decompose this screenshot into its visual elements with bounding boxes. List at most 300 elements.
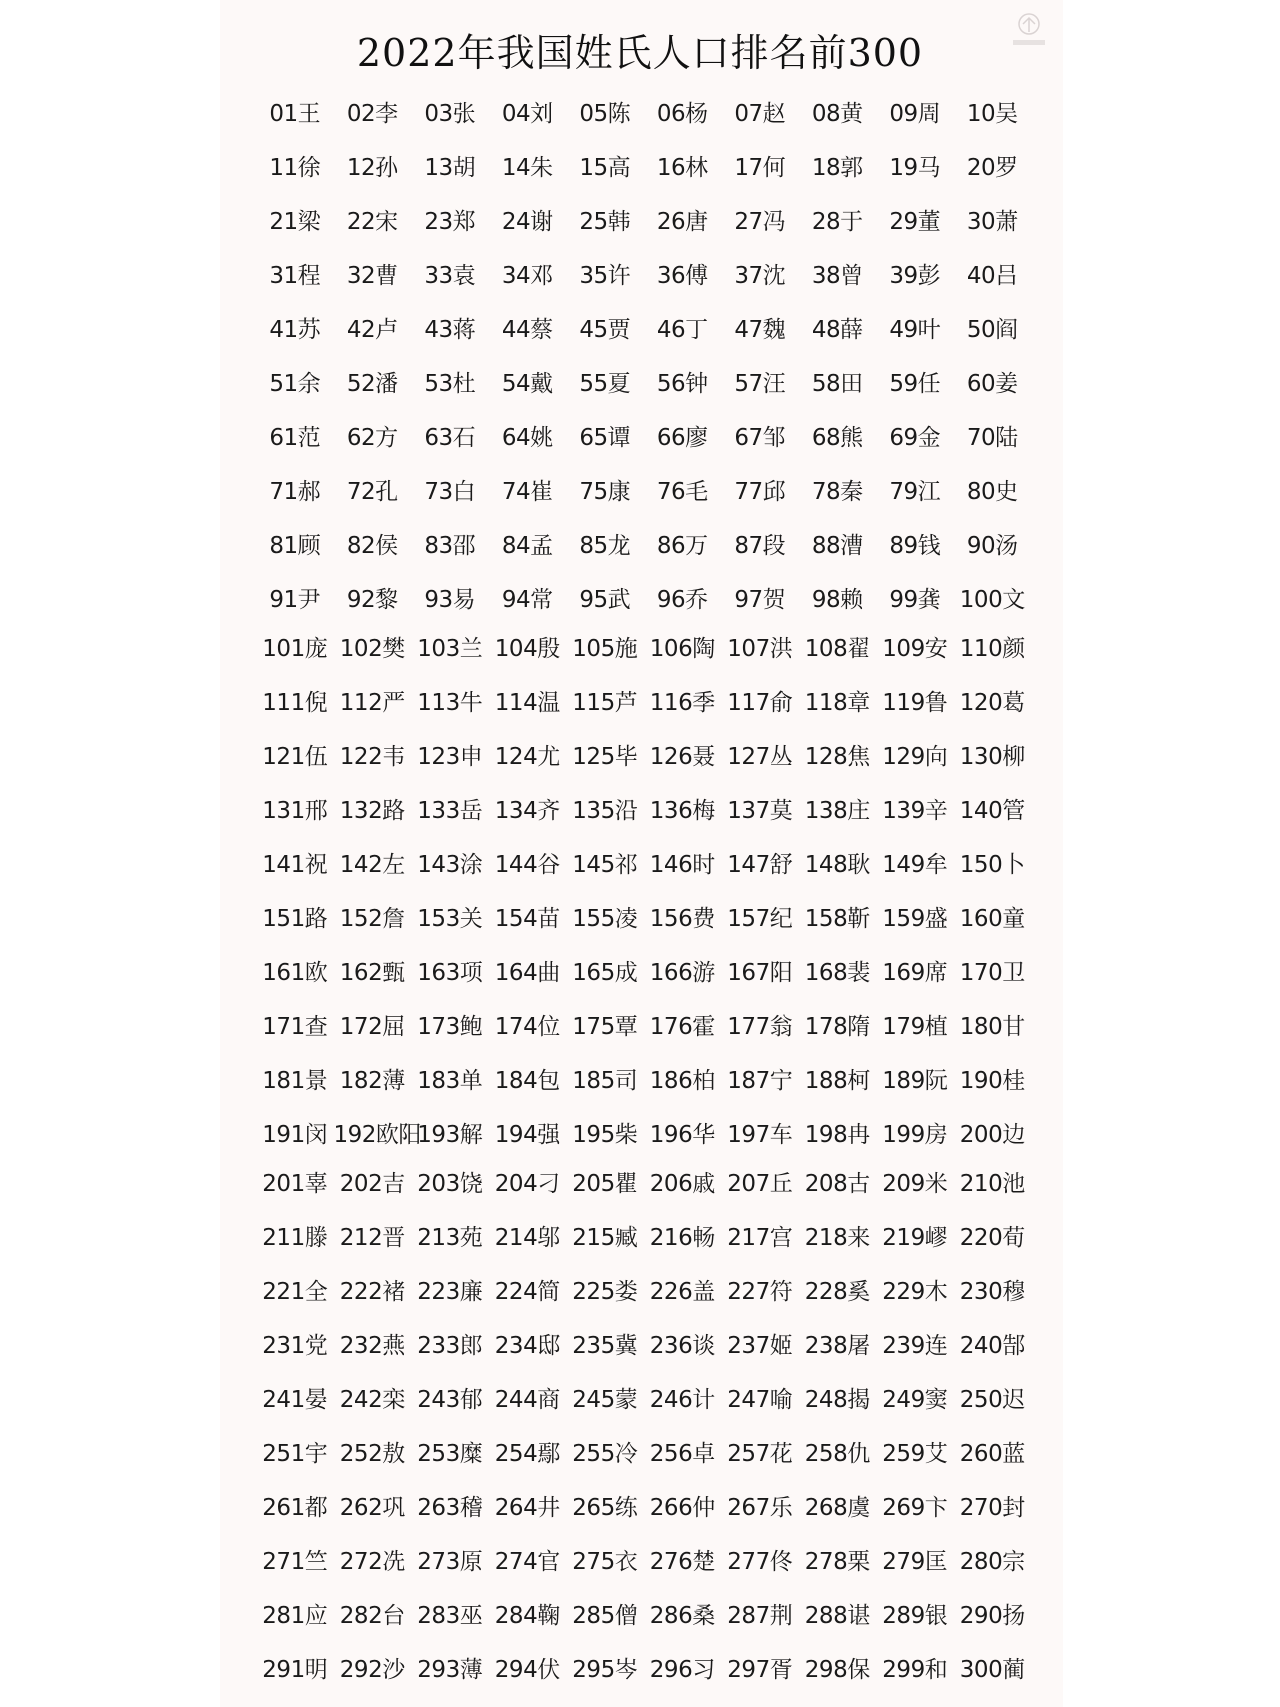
surname-entry: 46丁 [656, 317, 708, 343]
surname-entry: 40吕 [966, 263, 1018, 289]
surname-entry: 298保 [804, 1657, 870, 1683]
surname-entry: 224简 [494, 1279, 560, 1305]
surname-entry: 287荆 [727, 1603, 793, 1629]
surname-entry: 230穆 [959, 1279, 1025, 1305]
surname-entry: 96乔 [656, 587, 708, 613]
surname-entry: 89钱 [889, 533, 941, 559]
table-row [256, 1655, 1031, 1685]
surname-entry: 80史 [966, 479, 1018, 505]
surname-entry: 155凌 [572, 906, 638, 932]
table-row [256, 634, 1031, 664]
table-row [256, 904, 1031, 934]
surname-entry: 41苏 [269, 317, 321, 343]
surname-entry: 156费 [649, 906, 715, 932]
surname-entry: 243郁 [417, 1387, 483, 1413]
surname-entry: 236谈 [649, 1333, 715, 1359]
table-row [256, 153, 1031, 183]
surname-entry: 188柯 [804, 1068, 870, 1094]
surname-entry: 280宗 [959, 1549, 1025, 1575]
table-row [256, 1601, 1031, 1631]
table-row [256, 1120, 1031, 1150]
surname-entry: 153关 [417, 906, 483, 932]
surname-entry: 261都 [262, 1495, 328, 1521]
surname-entry: 120葛 [959, 690, 1025, 716]
surname-entry: 31程 [269, 263, 321, 289]
surname-entry: 299和 [882, 1657, 948, 1683]
table-row [256, 261, 1031, 291]
surname-entry: 226盖 [649, 1279, 715, 1305]
surname-entry: 229木 [882, 1279, 948, 1305]
surname-entry: 57汪 [734, 371, 786, 397]
surname-entry: 54戴 [501, 371, 553, 397]
surname-entry: 18郭 [811, 155, 863, 181]
surname-entry: 212晋 [339, 1225, 405, 1251]
surname-entry: 265练 [572, 1495, 638, 1521]
surname-entry: 217宫 [727, 1225, 793, 1251]
surname-entry: 200边 [959, 1122, 1025, 1148]
surname-entry: 22宋 [346, 209, 398, 235]
surname-entry: 82侯 [346, 533, 398, 559]
table-row [256, 1547, 1031, 1577]
table-row [256, 99, 1031, 129]
surname-entry: 45贾 [579, 317, 631, 343]
surname-entry: 284鞠 [494, 1603, 560, 1629]
surname-entry: 102樊 [339, 636, 405, 662]
surname-entry: 35许 [579, 263, 631, 289]
table-row [256, 1012, 1031, 1042]
surname-entry: 101庞 [262, 636, 328, 662]
surname-entry: 207丘 [727, 1171, 793, 1197]
surname-entry: 210池 [959, 1171, 1025, 1197]
surname-entry: 110颜 [959, 636, 1025, 662]
surname-entry: 130柳 [959, 744, 1025, 770]
table-row [256, 742, 1031, 772]
surname-entry: 237姬 [727, 1333, 793, 1359]
surname-entry: 135沿 [572, 798, 638, 824]
surname-entry: 43蒋 [424, 317, 476, 343]
surname-entry: 166游 [649, 960, 715, 986]
surname-entry: 180甘 [959, 1014, 1025, 1040]
surname-entry: 163项 [417, 960, 483, 986]
surname-entry: 90汤 [966, 533, 1018, 559]
surname-entry: 61范 [269, 425, 321, 451]
surname-entry: 103兰 [417, 636, 483, 662]
surname-entry: 75康 [579, 479, 631, 505]
surname-entry: 112严 [339, 690, 405, 716]
surname-entry: 294伏 [494, 1657, 560, 1683]
surname-entry: 282台 [339, 1603, 405, 1629]
surname-entry: 201辜 [262, 1171, 328, 1197]
surname-entry: 286桑 [649, 1603, 715, 1629]
surname-entry: 140管 [959, 798, 1025, 824]
surname-entry: 240郜 [959, 1333, 1025, 1359]
table-row [256, 369, 1031, 399]
surname-entry: 165成 [572, 960, 638, 986]
surname-entry: 49叶 [889, 317, 941, 343]
surname-entry: 260蓝 [959, 1441, 1025, 1467]
surname-entry: 38曾 [811, 263, 863, 289]
table-row [256, 850, 1031, 880]
surname-entry: 42卢 [346, 317, 398, 343]
surname-entry: 124尤 [494, 744, 560, 770]
surname-entry: 77邱 [734, 479, 786, 505]
surname-entry: 295岑 [572, 1657, 638, 1683]
surname-entry: 76毛 [656, 479, 708, 505]
surname-entry: 264井 [494, 1495, 560, 1521]
surname-entry: 127丛 [727, 744, 793, 770]
table-row [256, 958, 1031, 988]
surname-entry: 113牛 [417, 690, 483, 716]
surname-entry: 227符 [727, 1279, 793, 1305]
surname-entry: 136梅 [649, 798, 715, 824]
surname-entry: 13胡 [424, 155, 476, 181]
surname-entry: 62方 [346, 425, 398, 451]
table-row [256, 1331, 1031, 1361]
surname-entry: 30萧 [966, 209, 1018, 235]
surname-entry: 126聂 [649, 744, 715, 770]
surname-entry: 84孟 [501, 533, 553, 559]
surname-entry: 242栾 [339, 1387, 405, 1413]
surname-entry: 94常 [501, 587, 553, 613]
surname-entry: 235冀 [572, 1333, 638, 1359]
surname-entry: 148耿 [804, 852, 870, 878]
surname-entry: 193解 [417, 1122, 483, 1148]
surname-entry: 149牟 [882, 852, 948, 878]
surname-entry: 71郝 [269, 479, 321, 505]
surname-entry: 143涂 [417, 852, 483, 878]
surname-entry: 255冷 [572, 1441, 638, 1467]
surname-entry: 172屈 [339, 1014, 405, 1040]
table-row [256, 1169, 1031, 1199]
surname-entry: 146时 [649, 852, 715, 878]
surname-entry: 95武 [579, 587, 631, 613]
surname-entry: 70陆 [966, 425, 1018, 451]
surname-entry: 246计 [649, 1387, 715, 1413]
surname-entry: 154苗 [494, 906, 560, 932]
surname-entry: 93易 [424, 587, 476, 613]
surname-entry: 92黎 [346, 587, 398, 613]
surname-entry: 66廖 [656, 425, 708, 451]
surname-entry: 290扬 [959, 1603, 1025, 1629]
surname-entry: 218来 [804, 1225, 870, 1251]
surname-entry: 202吉 [339, 1171, 405, 1197]
surname-entry: 34邓 [501, 263, 553, 289]
surname-entry: 44蔡 [501, 317, 553, 343]
surname-entry: 222褚 [339, 1279, 405, 1305]
surname-entry: 225娄 [572, 1279, 638, 1305]
surname-entry: 145祁 [572, 852, 638, 878]
surname-entry: 138庄 [804, 798, 870, 824]
surname-entry: 15高 [579, 155, 631, 181]
surname-entry: 204刁 [494, 1171, 560, 1197]
surname-entry: 245蒙 [572, 1387, 638, 1413]
surname-entry: 162甄 [339, 960, 405, 986]
surname-entry: 109安 [882, 636, 948, 662]
surname-entry: 134齐 [494, 798, 560, 824]
surname-entry: 115芦 [572, 690, 638, 716]
surname-entry: 159盛 [882, 906, 948, 932]
surname-entry: 86万 [656, 533, 708, 559]
table-row [256, 423, 1031, 453]
surname-entry: 186柏 [649, 1068, 715, 1094]
surname-entry: 55夏 [579, 371, 631, 397]
surname-entry: 196华 [649, 1122, 715, 1148]
surname-entry: 198冉 [804, 1122, 870, 1148]
surname-entry: 187宁 [727, 1068, 793, 1094]
surname-entry: 142左 [339, 852, 405, 878]
surname-entry: 150卜 [959, 852, 1025, 878]
surname-entry: 79江 [889, 479, 941, 505]
surname-entry: 56钟 [656, 371, 708, 397]
surname-entry: 253糜 [417, 1441, 483, 1467]
surname-entry: 65谭 [579, 425, 631, 451]
surname-entry: 228奚 [804, 1279, 870, 1305]
table-row [256, 1439, 1031, 1469]
surname-entry: 208古 [804, 1171, 870, 1197]
surname-entry: 52潘 [346, 371, 398, 397]
surname-entry: 272冼 [339, 1549, 405, 1575]
surname-entry: 221全 [262, 1279, 328, 1305]
surname-entry: 276楚 [649, 1549, 715, 1575]
surname-entry: 270封 [959, 1495, 1025, 1521]
surname-entry: 39彭 [889, 263, 941, 289]
surname-entry: 214邬 [494, 1225, 560, 1251]
surname-entry: 164曲 [494, 960, 560, 986]
surname-entry: 167阳 [727, 960, 793, 986]
surname-entry: 117俞 [727, 690, 793, 716]
surname-entry: 269卞 [882, 1495, 948, 1521]
surname-entry: 83邵 [424, 533, 476, 559]
surname-entry: 215臧 [572, 1225, 638, 1251]
surname-entry: 219嵺 [882, 1225, 948, 1251]
surname-entry: 04刘 [501, 101, 553, 127]
table-row [256, 1493, 1031, 1523]
surname-entry: 254鄢 [494, 1441, 560, 1467]
surname-entry: 29董 [889, 209, 941, 235]
table-row [256, 531, 1031, 561]
surname-entry: 74崔 [501, 479, 553, 505]
surname-entry: 170卫 [959, 960, 1025, 986]
surname-entry: 171查 [262, 1014, 328, 1040]
surname-entry: 213苑 [417, 1225, 483, 1251]
surname-entry: 60姜 [966, 371, 1018, 397]
page-title: 2022年我国姓氏人口排名前300 [356, 31, 924, 75]
surname-entry: 47魏 [734, 317, 786, 343]
surname-entry: 267乐 [727, 1495, 793, 1521]
surname-entry: 251宇 [262, 1441, 328, 1467]
surname-entry: 107洪 [727, 636, 793, 662]
surname-entry: 141祝 [262, 852, 328, 878]
surname-entry: 123申 [417, 744, 483, 770]
surname-entry: 177翁 [727, 1014, 793, 1040]
surname-entry: 20罗 [966, 155, 1018, 181]
surname-entry: 268虞 [804, 1495, 870, 1521]
surname-entry: 87段 [734, 533, 786, 559]
surname-entry: 11徐 [269, 155, 321, 181]
surname-entry: 288谌 [804, 1603, 870, 1629]
surname-entry: 14朱 [501, 155, 553, 181]
surname-entry: 232燕 [339, 1333, 405, 1359]
surname-entry: 178隋 [804, 1014, 870, 1040]
surname-entry: 100文 [959, 587, 1025, 613]
surname-entry: 297胥 [727, 1657, 793, 1683]
surname-entry: 131邢 [262, 798, 328, 824]
surname-entry: 197车 [727, 1122, 793, 1148]
surname-entry: 28于 [811, 209, 863, 235]
surname-entry: 125毕 [572, 744, 638, 770]
surname-entry: 118章 [804, 690, 870, 716]
surname-entry: 257花 [727, 1441, 793, 1467]
surname-entry: 114温 [494, 690, 560, 716]
surname-entry: 233郎 [417, 1333, 483, 1359]
surname-entry: 256卓 [649, 1441, 715, 1467]
surname-entry: 51余 [269, 371, 321, 397]
surname-entry: 249窦 [882, 1387, 948, 1413]
surname-entry: 128焦 [804, 744, 870, 770]
surname-entry: 21梁 [269, 209, 321, 235]
table-row [256, 477, 1031, 507]
table-row [256, 688, 1031, 718]
surname-entry: 194强 [494, 1122, 560, 1148]
surname-entry: 266仲 [649, 1495, 715, 1521]
surname-entry: 129向 [882, 744, 948, 770]
surname-entry: 275衣 [572, 1549, 638, 1575]
surname-entry: 85龙 [579, 533, 631, 559]
surname-entry: 289银 [882, 1603, 948, 1629]
surname-entry: 48薛 [811, 317, 863, 343]
surname-entry: 33袁 [424, 263, 476, 289]
surname-entry: 50阎 [966, 317, 1018, 343]
surname-entry: 278栗 [804, 1549, 870, 1575]
surname-entry: 106陶 [649, 636, 715, 662]
surname-entry: 91尹 [269, 587, 321, 613]
surname-entry: 03张 [424, 101, 476, 127]
surname-entry: 121伍 [262, 744, 328, 770]
surname-entry: 02李 [346, 101, 398, 127]
table-row [256, 315, 1031, 345]
surname-entry: 160童 [959, 906, 1025, 932]
surname-entry: 111倪 [262, 690, 328, 716]
surname-entry: 181景 [262, 1068, 328, 1094]
surname-entry: 258仇 [804, 1441, 870, 1467]
surname-entry: 184包 [494, 1068, 560, 1094]
surname-entry: 24谢 [501, 209, 553, 235]
surname-entry: 216畅 [649, 1225, 715, 1251]
surname-entry: 176霍 [649, 1014, 715, 1040]
surname-entry: 133岳 [417, 798, 483, 824]
surname-entry: 273原 [417, 1549, 483, 1575]
surname-entry: 17何 [734, 155, 786, 181]
surname-entry: 05陈 [579, 101, 631, 127]
surname-entry: 73白 [424, 479, 476, 505]
surname-entry: 291明 [262, 1657, 328, 1683]
surname-entry: 174位 [494, 1014, 560, 1040]
surname-entry: 139辛 [882, 798, 948, 824]
surname-entry: 263稽 [417, 1495, 483, 1521]
surname-entry: 192欧阳 [333, 1122, 421, 1148]
surname-entry: 293薄 [417, 1657, 483, 1683]
surname-entry: 281应 [262, 1603, 328, 1629]
surname-entry: 185司 [572, 1068, 638, 1094]
surname-entry: 104殷 [494, 636, 560, 662]
surname-entry: 59任 [889, 371, 941, 397]
surname-entry: 247喻 [727, 1387, 793, 1413]
surname-entry: 189阮 [882, 1068, 948, 1094]
surname-entry: 283巫 [417, 1603, 483, 1629]
surname-entry: 122韦 [339, 744, 405, 770]
table-row [256, 1223, 1031, 1253]
surname-entry: 116季 [649, 690, 715, 716]
surname-entry: 27冯 [734, 209, 786, 235]
surname-entry: 173鲍 [417, 1014, 483, 1040]
surname-entry: 169席 [882, 960, 948, 986]
surname-entry: 72孔 [346, 479, 398, 505]
surname-entry: 63石 [424, 425, 476, 451]
surname-entry: 206戚 [649, 1171, 715, 1197]
surname-entry: 274官 [494, 1549, 560, 1575]
surname-entry: 244商 [494, 1387, 560, 1413]
surname-entry: 279匡 [882, 1549, 948, 1575]
surname-entry: 32曹 [346, 263, 398, 289]
surname-entry: 179植 [882, 1014, 948, 1040]
surname-entry: 300蔺 [959, 1657, 1025, 1683]
surname-entry: 147舒 [727, 852, 793, 878]
surname-entry: 277佟 [727, 1549, 793, 1575]
surname-entry: 53杜 [424, 371, 476, 397]
surname-entry: 01王 [269, 101, 321, 127]
surname-entry: 68熊 [811, 425, 863, 451]
surname-entry: 58田 [811, 371, 863, 397]
surname-entry: 67邹 [734, 425, 786, 451]
surname-entry: 26唐 [656, 209, 708, 235]
surname-entry: 12孙 [346, 155, 398, 181]
table-row [256, 585, 1031, 615]
surname-entry: 195柴 [572, 1122, 638, 1148]
surname-entry: 99龚 [889, 587, 941, 613]
surname-entry: 191闵 [262, 1122, 328, 1148]
surname-entry: 271竺 [262, 1549, 328, 1575]
surname-entry: 16林 [656, 155, 708, 181]
table-row [256, 1277, 1031, 1307]
surname-entry: 203饶 [417, 1171, 483, 1197]
surname-table [256, 0, 1031, 1707]
surname-entry: 07赵 [734, 101, 786, 127]
surname-entry: 190桂 [959, 1068, 1025, 1094]
surname-entry: 98赖 [811, 587, 863, 613]
table-row [256, 1385, 1031, 1415]
surname-entry: 182薄 [339, 1068, 405, 1094]
surname-entry: 239连 [882, 1333, 948, 1359]
surname-entry: 09周 [889, 101, 941, 127]
surname-entry: 250迟 [959, 1387, 1025, 1413]
surname-entry: 08黄 [811, 101, 863, 127]
surname-entry: 285僧 [572, 1603, 638, 1629]
surname-entry: 220荀 [959, 1225, 1025, 1251]
surname-entry: 252敖 [339, 1441, 405, 1467]
surname-entry: 223廉 [417, 1279, 483, 1305]
surname-entry: 78秦 [811, 479, 863, 505]
surname-entry: 234邸 [494, 1333, 560, 1359]
surname-entry: 152詹 [339, 906, 405, 932]
table-row [256, 207, 1031, 237]
surname-entry: 88漕 [811, 533, 863, 559]
surname-entry: 248揭 [804, 1387, 870, 1413]
surname-entry: 231党 [262, 1333, 328, 1359]
surname-entry: 37沈 [734, 263, 786, 289]
surname-entry: 132路 [339, 798, 405, 824]
surname-entry: 238屠 [804, 1333, 870, 1359]
surname-entry: 151路 [262, 906, 328, 932]
